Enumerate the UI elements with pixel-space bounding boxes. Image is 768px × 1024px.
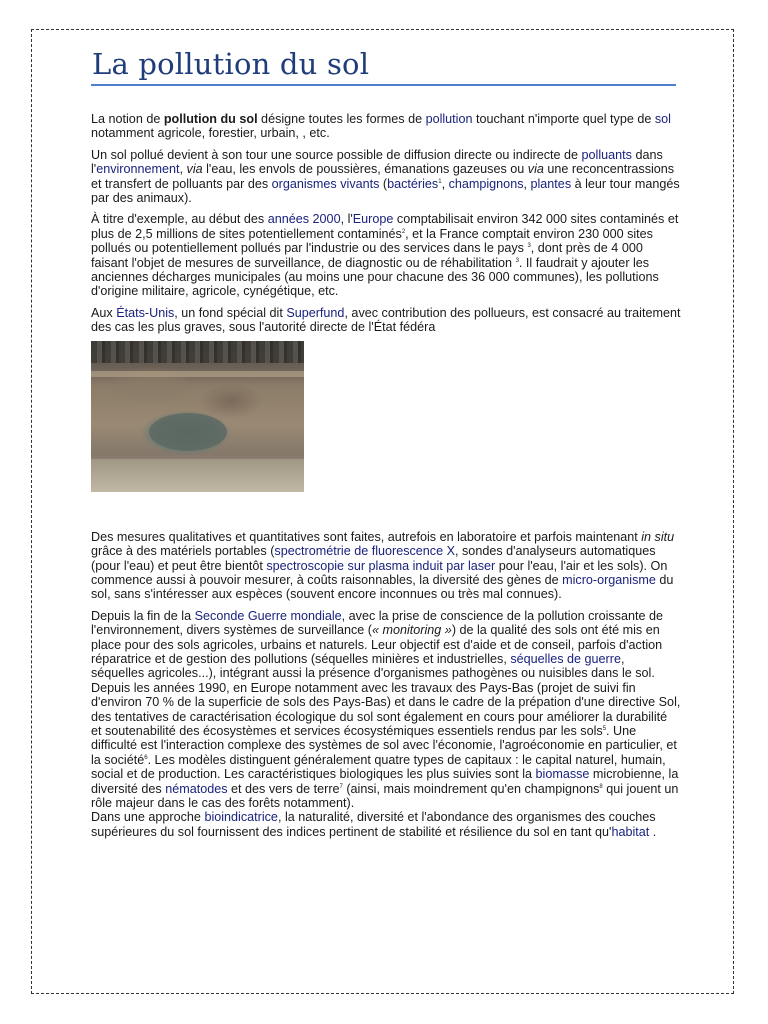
paragraph-etats-unis: Aux États-Unis, un fond spécial dit Superfund, avec contribution des pollueurs, est consacré au traitement des cas les plus graves, sous l'autorité directe de l'État fédéra: [91, 305, 681, 335]
link-seconde-guerre-mondiale[interactable]: Seconde Guerre mondiale: [194, 608, 342, 623]
footnote-ref[interactable]: 8: [599, 783, 603, 790]
link-sol[interactable]: sol: [654, 112, 671, 126]
footnote-ref[interactable]: 7: [339, 783, 343, 790]
link-annees-2000[interactable]: années 2000: [267, 212, 341, 227]
footnote-ref[interactable]: 2: [401, 228, 406, 235]
link-nematodes[interactable]: nématodes: [165, 781, 228, 796]
footnote-ref[interactable]: 3: [527, 243, 531, 250]
link-pollution[interactable]: pollution: [425, 112, 473, 126]
paragraph-surveillance: Depuis la fin de la Seconde Guerre mondiale, avec la prise de conscience de la pollution croissante de l'environnement, divers systèmes de surveillance (« monitoring ») de la qualité des sols ont été mis en place pour des sols agricoles, urbains et naturels. Leur objectif est d'aide et de conseil, parfois d'action réparatrice et de gestion des pollutions (séquelles minières et industrielles, séquelles de guerre, séquelles agricoles...), intégrant aussi la présence d'organismes pathogènes ou nuisibles dans le sol.: [91, 608, 663, 681]
paragraph-exemple: À titre d'exemple, au début des années 2000, l'Europe comptabilisait environ 342 000 sites contaminés et plus de 2,5 millions de sites potentiellement contaminés$^2$, et la France comptait environ 230 000 sites pollués ou potentiellement pollués par l'industrie ou des services dans le pays $^3$, dont près de 4 000 faisant l'objet de mesures de surveillance, de diagnostic ou de réhabilitation $^3$. Il faudrait y ajouter les anciennes décharges municipales (au moins une pour chacune des 36 000 communes), les pollutions d'origine militaire, agricole, cynégétique, etc.: [91, 212, 679, 299]
footnote-ref[interactable]: 1: [438, 178, 442, 185]
footnote-ref[interactable]: 6: [144, 754, 148, 761]
polluted-soil-photo: [91, 341, 304, 492]
link-bacteries[interactable]: bactéries: [387, 176, 439, 191]
paragraph-intro: La notion de pollution du sol désigne toutes les formes de pollution touchant n'importe quel type de sol notamment agricole, forestier, urbain, , etc.: [91, 112, 671, 141]
paragraph-annees-1990: Depuis les années 1990, en Europe notamment avec les travaux des Pays-Bas (projet de suivi fin d'environ 70 % de la superficie de sols des Pays-Bas) et dans le cadre de la prépation d'une directive Sol, des tentatives de caractérisation écologique du sol sont également en cours pour améliorer la durabilité et soutenabilité des écosystèmes et services écosystémiques essentiels rendus par les sols$^5$. Une difficulté est l'interaction complexe des systèmes de sol avec l'économie, l'agroéconomie en particulier, et la société$^6$. Les modèles distinguent généralement quatre types de capitaux : le capital naturel, humain, social et de production. Les caractéristiques biologiques les plus suivies sont la biomasse microbienne, la diversité des nématodes et des vers de terre$^7$ (ainsi, mais moindrement qu'en champignons$^8$ qui jouent un rôle majeur dans le cas des forêts notamment).: [91, 680, 681, 810]
paragraph-diffusion: Un sol pollué devient à son tour une source possible de diffusion directe ou indirecte de polluants dans l'environnement, via l'eau, les envols de poussières, émanations gazeuses ou via une reconcentrassions et transfert de polluants par des organismes vivants (bactéries$^1$, champignons, plantes à leur tour mangés par des animaux).: [91, 147, 680, 206]
link-spectrometrie-fluorescence-x[interactable]: spectrométrie de fluorescence X: [274, 544, 456, 559]
footnote-ref[interactable]: 5: [602, 725, 607, 732]
link-environnement[interactable]: environnement: [96, 162, 180, 177]
link-habitat[interactable]: habitat: [611, 824, 650, 839]
link-etats-unis[interactable]: États-Unis: [116, 305, 175, 320]
link-superfund[interactable]: Superfund: [286, 305, 345, 320]
link-plantes[interactable]: plantes: [530, 176, 572, 191]
title-underline: [91, 84, 676, 86]
link-organismes-vivants[interactable]: organismes vivants: [271, 176, 380, 191]
paragraph-mesures: Des mesures qualitatives et quantitatives sont faites, autrefois en laboratoire et parfois maintenant in situ grâce à des matériels portables (spectrométrie de fluorescence X, sondes d'analyseurs automatiques (pour l'eau) et peut être bientôt spectroscopie sur plasma induit par laser pour l'eau, l'air et les sols). On commence aussi à pouvoir mesurer, à coûts raisonnables, la diversité des gènes de micro-organisme du sol, sans s'intéresser aux espèces (souvent encore inconnues ou très mal connues).: [91, 529, 675, 602]
link-sequelles-de-guerre[interactable]: séquelles de guerre: [510, 651, 621, 666]
page-title: La pollution du sol: [92, 47, 370, 81]
link-champignons[interactable]: champignons: [448, 176, 524, 191]
link-micro-organisme[interactable]: micro-organisme: [562, 572, 656, 587]
footnote-ref[interactable]: 3: [515, 257, 519, 264]
bold-term: pollution du sol: [163, 112, 258, 126]
link-polluants[interactable]: polluants: [581, 147, 632, 162]
link-spectroscopie-plasma-laser[interactable]: spectroscopie sur plasma induit par laser: [266, 558, 496, 573]
link-europe[interactable]: Europe: [352, 212, 394, 227]
paragraph-bioindicatrice: Dans une approche bioindicatrice, la naturalité, diversité et l'abondance des organismes des couches supérieures du sol fournissent des indices pertinent de stabilité et résilience du sol en tant qu'habitat .: [91, 810, 657, 839]
link-bioindicatrice[interactable]: bioindicatrice: [204, 810, 278, 825]
document-content: [91, 44, 681, 839]
link-biomasse[interactable]: biomasse: [535, 767, 590, 782]
